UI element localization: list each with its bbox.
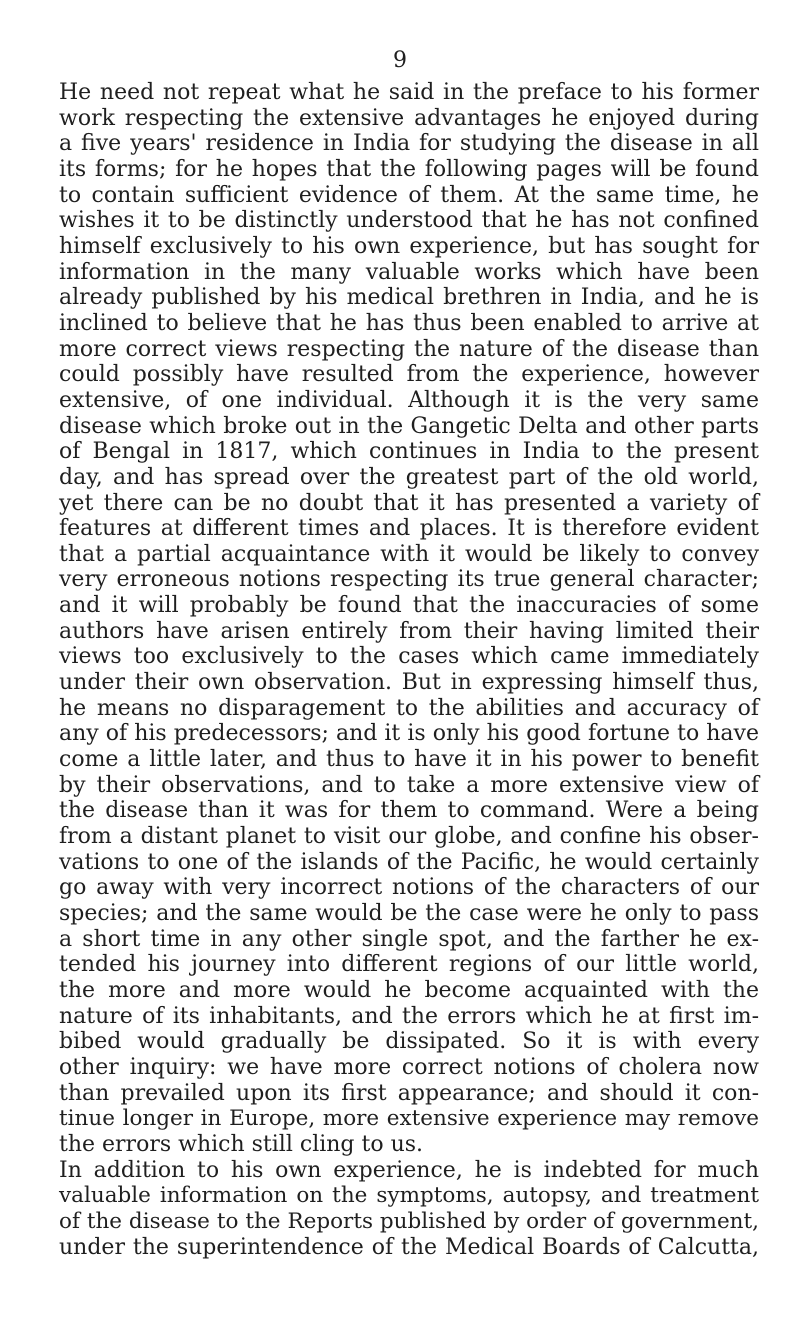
text-line: wishes it to be distinctly understood that he has not confined [59,208,759,234]
paragraph [59,80,759,1158]
text-line: the more and more would he become acquainted with the [59,977,759,1003]
page-number: 9 [393,48,407,73]
text-line: yet there can be no doubt that it has presented a variety of [59,490,759,516]
text-line: come a little later, and thus to have it in his power to benefit [59,747,759,773]
body-text [59,80,759,1260]
text-line: of Bengal in 1817, which continues in India to the present [59,439,759,465]
paragraph [59,1158,759,1261]
text-line: valuable information on the symptoms, autopsy, and treatment [59,1183,759,1209]
text-line: other inquiry: we have more correct notions of cholera now [59,1054,759,1080]
text-line: a five years' residence in India for studying the disease in all [59,131,759,157]
text-line: a short time in any other single spot, and the farther he ex- [59,926,759,952]
text-line: In addition to his own experience, he is indebted for much [59,1157,759,1183]
text-line: features at different times and places. It is therefore evident [59,516,759,542]
text-line: go away with very incorrect notions of the characters of our [59,875,759,901]
text-line: views too exclusively to the cases which came immediately [59,644,759,670]
text-line: he means no disparagement to the abilities and accuracy of [59,695,759,721]
text-line: inclined to believe that he has thus been enabled to arrive at [59,310,759,336]
text-line: information in the many valuable works which have been [59,259,759,285]
text-line: that a partial acquaintance with it would be likely to convey [59,541,759,567]
text-line: extensive, of one individual. Although it is the very same [59,387,759,413]
text-line: under their own observation. But in expressing himself thus, [59,670,759,696]
text-line: the errors which still cling to us. [59,1131,424,1157]
text-line: by their observations, and to take a more extensive view of [59,772,759,798]
text-line: under the superintendence of the Medical Boards of Calcutta, [59,1234,759,1260]
text-line: work respecting the extensive advantages he enjoyed during [59,105,759,131]
text-line: the disease than it was for them to command. Were a being [59,798,759,824]
text-line: day, and has spread over the greatest part of the old world, [59,464,759,490]
text-line: bibed would gradually be dissipated. So it is with every [59,1029,759,1055]
text-line: very erroneous notions respecting its true general character; [59,567,759,593]
text-line: already published by his medical brethren in India, and he is [59,285,759,311]
text-line: from a distant planet to visit our globe, and confine his obser- [59,824,759,850]
text-line: He need not repeat what he said in the preface to his former [59,80,759,105]
text-line: tended his journey into different regions of our little world, [59,952,759,978]
text-line: more correct views respecting the nature of the disease than [59,336,759,362]
text-line: to contain sufficient evidence of them. At the same time, he [59,182,759,208]
text-line: species; and the same would be the case were he only to pass [59,901,759,926]
text-line: vations to one of the islands of the Pacific, he would certainly [59,849,759,875]
text-line: disease which broke out in the Gangetic Delta and other parts [59,413,759,439]
text-line: tinue longer in Europe, more extensive experience may remove [59,1106,759,1132]
text-line: of the disease to the Reports published by order of government, [59,1208,759,1234]
text-line: any of his predecessors; and it is only his good fortune to have [59,721,759,747]
text-line: nature of its inhabitants, and the errors which he at first im- [59,1003,759,1029]
text-line: himself exclusively to his own experience, but has sought for [59,233,759,259]
text-line: and it will probably be found that the inaccuracies of some [59,593,759,619]
text-line: than prevailed upon its first appearance; and should it con- [59,1080,759,1106]
text-line: authors have arisen entirely from their having limited their [59,618,759,644]
text-line: its forms; for he hopes that the following pages will be found [59,156,759,182]
text-line: could possibly have resulted from the experience, however [59,362,759,388]
